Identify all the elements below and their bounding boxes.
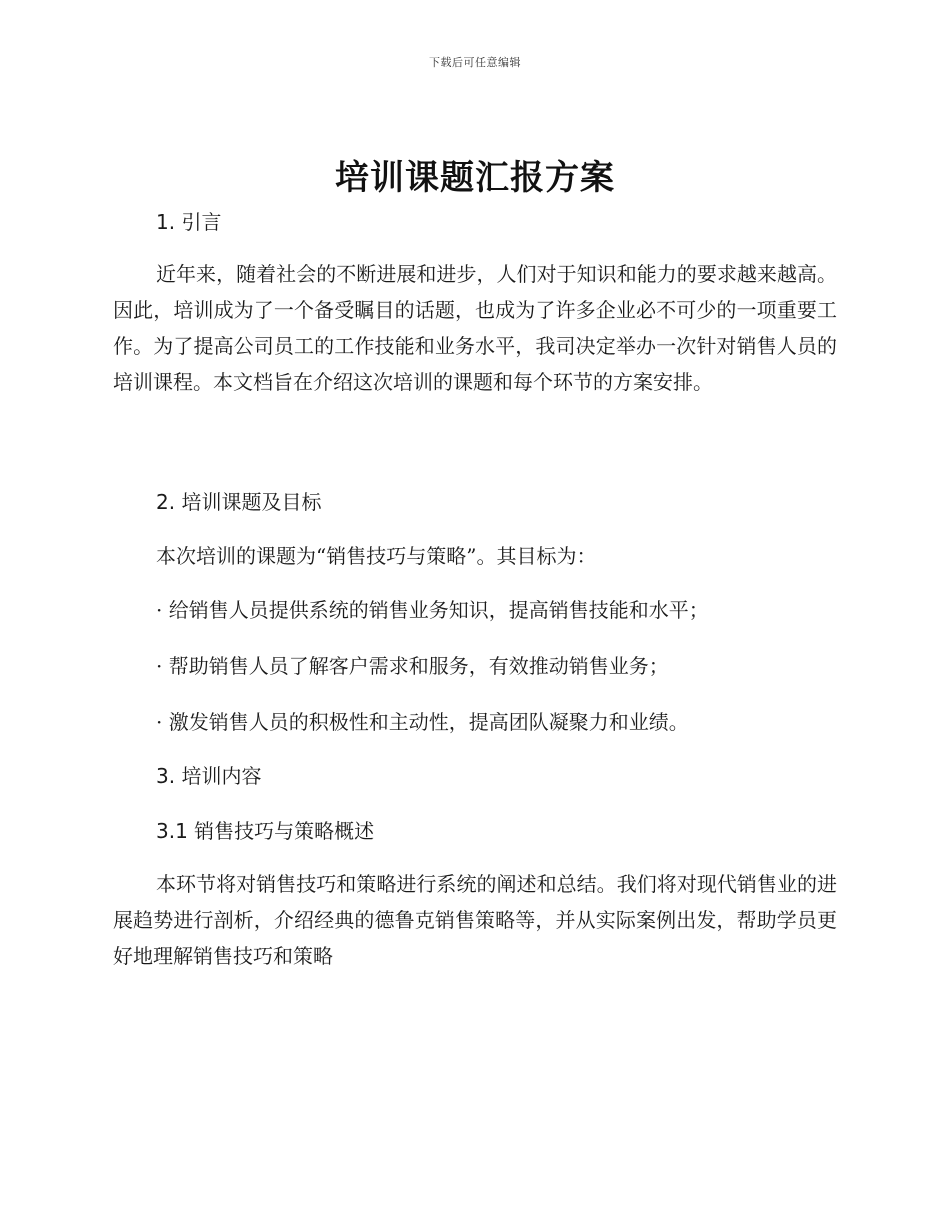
section-3-1-heading: 3.1 销售技巧与策略概述 [156, 819, 375, 843]
section-3-1-paragraph [113, 866, 837, 974]
header-note: 下载后可任意编辑 [429, 56, 521, 69]
section-3-1-text: 本环节将对销售技巧和策略进行系统的阐述和总结。我们将对现代销售业的进展趋势进行剖析，介绍经典的德鲁克销售策略等，并从实际案例出发，帮助学员更好地理解销售技巧和策略 [113, 872, 837, 968]
section-3-heading: 3. 培训内容 [156, 764, 262, 788]
section-1-paragraph [113, 256, 837, 400]
section-1-text: 近年来，随着社会的不断进展和进步，人们对于知识和能力的要求越来越高。因此，培训成为了一个备受瞩目的话题，也成为了许多企业必不可少的一项重要工作。为了提高公司员工的工作技能和业务水平，我司决定举办一次针对销售人员的培训课程。本文档旨在介绍这次培训的课题和每个环节的方案安排。 [113, 262, 837, 394]
list-item: · 激发销售人员的积极性和主动性，提高团队凝聚力和业绩。 [156, 710, 689, 734]
document-title: 培训课题汇报方案 [335, 158, 615, 198]
section-2-heading: 2. 培训课题及目标 [156, 490, 322, 514]
section-2-intro: 本次培训的课题为“销售技巧与策略”。其目标为： [156, 544, 597, 568]
list-item: · 给销售人员提供系统的销售业务知识，提高销售技能和水平； [156, 598, 709, 622]
list-item: · 帮助销售人员了解客户需求和服务，有效推动销售业务； [156, 654, 669, 678]
section-1-heading: 1. 引言 [156, 210, 222, 234]
